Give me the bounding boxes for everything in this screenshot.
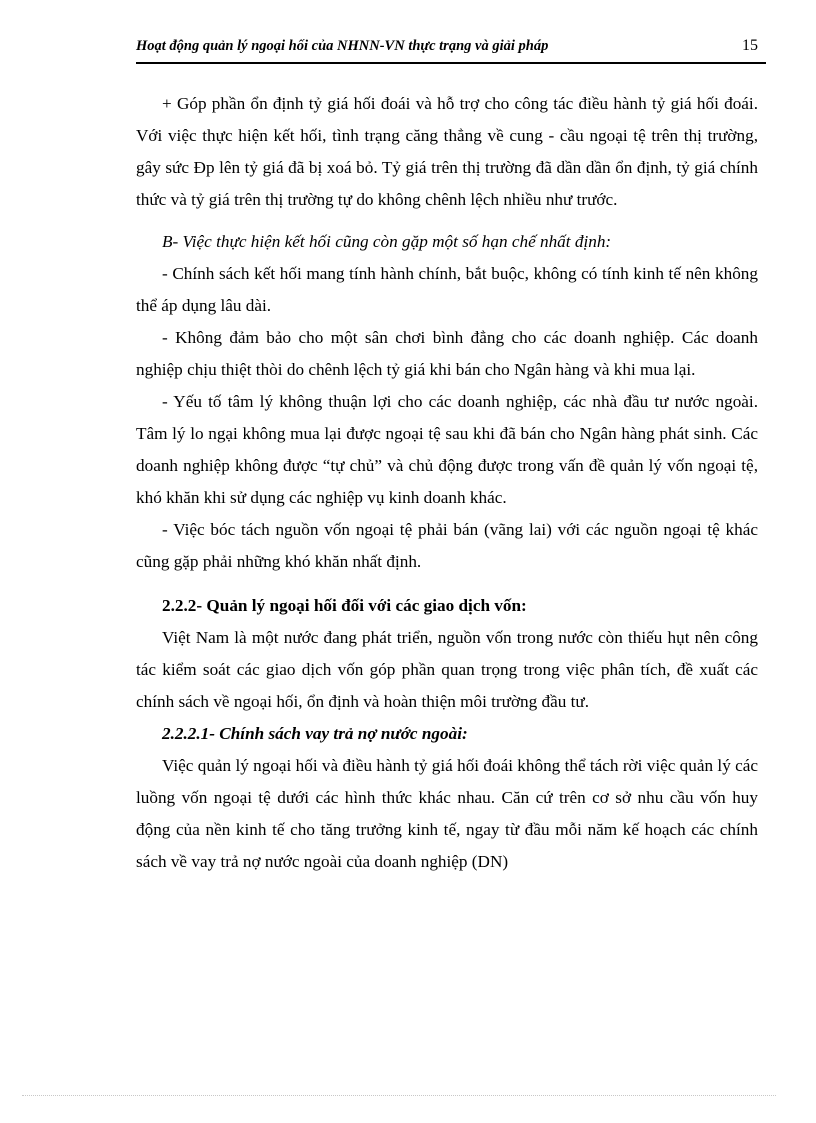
- subheading-limitations: B- Việc thực hiện kết hối cũng còn gặp một số hạn chế nhất định:: [162, 232, 612, 251]
- paragraph-exchange-rate-stability: + Góp phần ổn định tỷ giá hối đoái và hỗ trợ cho công tác điều hành tỷ giá hối đoái. Với việc thực hiện kết hối, tình trạng căng thẳng về cung - cầu ngoại tệ trên thị trường, gây sức Ðp lên tỷ giá đã bị xoá bỏ. Tỷ giá trên thị trường đã dần dần ổn định, tỷ giá chính thức và tỷ giá trên thị trường tự do không chênh lệch nhiều như trước.: [136, 94, 758, 209]
- page-header: [136, 34, 766, 64]
- page-number: 15: [742, 37, 758, 54]
- bullet-psychological-factor: - Yếu tố tâm lý không thuận lợi cho các doanh nghiệp, các nhà đầu tư nước ngoài. Tâm lý lo ngại không mua lại được ngoại tệ sau khi đã bán cho Ngân hàng phát sinh. Các doanh nghiệp không được “tự chủ” và chủ động được trong vấn đề quản lý vốn ngoại tệ, khó khăn khi sử dụng các nghiệp vụ kinh doanh khác.: [136, 392, 758, 507]
- bullet-administrative-policy: - Chính sách kết hối mang tính hành chính, bắt buộc, không có tính kinh tế nên không thể áp dụng lâu dài.: [136, 264, 758, 315]
- footer-dotted-rule: [22, 1095, 776, 1096]
- bullet-unequal-playing-field: - Không đảm bảo cho một sân chơi bình đẳng cho các doanh nghiệp. Các doanh nghiệp chịu thiệt thòi do chênh lệch tỷ giá khi bán cho Ngân hàng và khi mua lại.: [136, 328, 758, 379]
- header-rule: [136, 62, 766, 64]
- paragraph-capital-control: Việt Nam là một nước đang phát triển, nguồn vốn trong nước còn thiếu hụt nên công tác kiểm soát các giao dịch vốn góp phần quan trọng trong việc phân tích, đề xuất các chính sách về ngoại hối, ổn định và hoàn thiện môi trường đầu tư.: [136, 628, 758, 711]
- paragraph-foreign-borrowing-policy: Việc quản lý ngoại hối và điều hành tỷ giá hối đoái không thể tách rời việc quản lý các luồng vốn ngoại tệ dưới các hình thức khác nhau. Căn cứ trên cơ sở nhu cầu vốn huy động của nền kinh tế cho tăng trưởng kinh tế, ngay từ đầu mỗi năm kế hoạch các chính sách về vay trả nợ nước ngoài của doanh nghiệp (DN): [136, 756, 758, 871]
- header-title: Hoạt động quản lý ngoại hối của NHNN-VN thực trạng và giải pháp: [136, 38, 549, 54]
- subsection-heading-foreign-borrowing: 2.2.2.1- Chính sách vay trả nợ nước ngoài:: [162, 724, 468, 743]
- section-heading-capital-transactions: 2.2.2- Quản lý ngoại hối đối với các giao dịch vốn:: [162, 596, 527, 615]
- document-body: [136, 88, 758, 878]
- bullet-separating-capital-sources: - Việc bóc tách nguồn vốn ngoại tệ phải bán (vãng lai) với các nguồn ngoại tệ khác cũng gặp phải những khó khăn nhất định.: [136, 520, 758, 571]
